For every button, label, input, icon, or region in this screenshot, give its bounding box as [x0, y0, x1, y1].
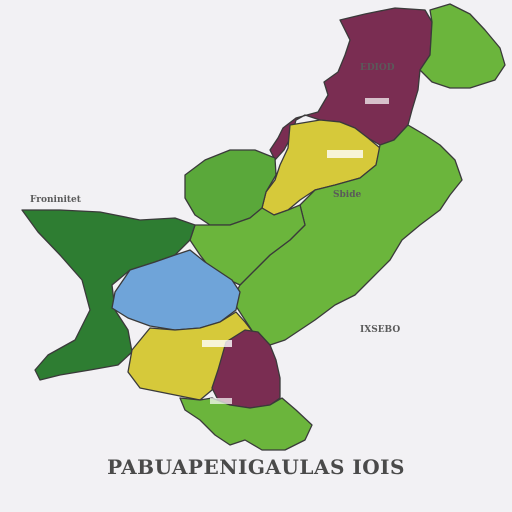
label-box-2	[202, 340, 232, 347]
map-caption: PABUAPENIGAULAS IOIS	[107, 455, 405, 479]
label-north: EDIOD	[360, 63, 395, 73]
region-northeast-green[interactable]	[420, 4, 505, 88]
label-box-3	[210, 398, 232, 404]
label-box-4	[365, 98, 389, 104]
label-box-1	[327, 150, 363, 158]
label-east-center: Sbide	[333, 190, 362, 200]
label-east: IXSEBO	[360, 325, 401, 335]
label-west: Froninitet	[30, 195, 81, 205]
